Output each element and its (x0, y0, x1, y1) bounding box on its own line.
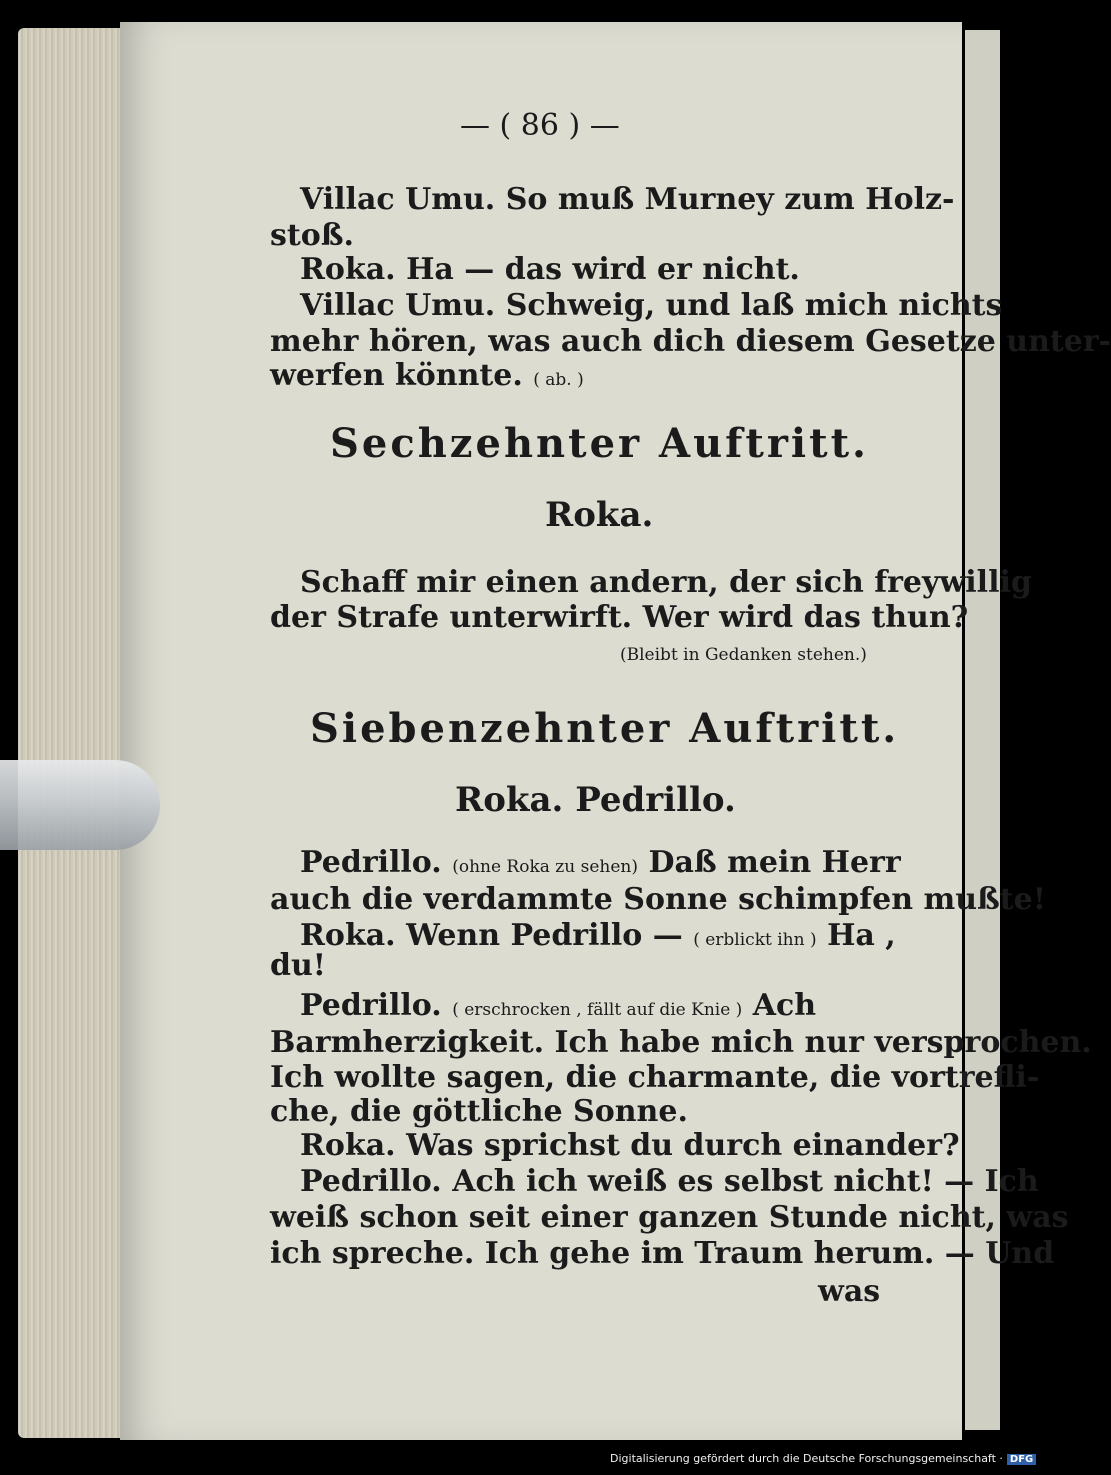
text-line: der Strafe unterwirft. Wer wird das thun? (270, 600, 969, 635)
stage-direction: ( erschrocken , fällt auf die Knie ) (452, 1000, 743, 1020)
text-line: Roka. Wenn Pedrillo — ( erblickt ihn ) Ha , (300, 918, 896, 953)
text-line: Pedrillo. Ach ich weiß es selbst nicht! — Ich (300, 1164, 1039, 1199)
text-line: Pedrillo. ( erschrocken , fällt auf die Knie ) Ach (300, 988, 817, 1023)
stage-direction: (Bleibt in Gedanken stehen.) (620, 645, 867, 665)
text-line: Barmherzigkeit. Ich habe mich nur versprochen. (270, 1025, 1092, 1060)
text-line: werfen könnte. ( ab. ) (270, 358, 584, 393)
text-line: Villac Umu. So muß Murney zum Holz- (300, 182, 955, 217)
scene-cast: Roka. Pedrillo. (455, 780, 736, 820)
text-line: Roka. Was sprichst du durch einander? (300, 1128, 960, 1163)
text-line: Ich wollte sagen, die charmante, die vortrefli- (270, 1060, 1040, 1095)
scene-heading: Siebenzehnter Auftritt. (310, 705, 900, 752)
dfg-logo: DFG (1007, 1454, 1036, 1465)
stage-direction: ( erblickt ihn ) (693, 930, 817, 950)
text-line: Pedrillo. (ohne Roka zu sehen) Daß mein Herr (300, 845, 901, 880)
speaker-name: Pedrillo. (300, 845, 442, 880)
stage-direction: (ohne Roka zu sehen) (452, 857, 638, 877)
speaker-name: Villac Umu. (300, 182, 496, 217)
text-line: Roka. Ha — das wird er nicht. (300, 252, 800, 287)
text-line: mehr hören, was auch dich diesem Gesetze unter- (270, 324, 1111, 359)
text-line: Villac Umu. Schweig, und laß mich nichts (300, 288, 1003, 323)
text-line: ich spreche. Ich gehe im Traum herum. — Und (270, 1236, 1055, 1271)
text-line: Schaff mir einen andern, der sich freywillig (300, 565, 1032, 600)
text-line: du! (270, 948, 326, 983)
speaker-name: Pedrillo. (300, 1164, 442, 1199)
speaker-name: Roka. (300, 252, 396, 287)
scene-heading: Sechzehnter Auftritt. (330, 420, 869, 467)
catchword: was (818, 1274, 881, 1309)
book-page-edges (18, 28, 128, 1438)
stage-direction: ( ab. ) (533, 370, 584, 390)
page-number: — ( 86 ) — (460, 108, 620, 143)
thumb-holding-book (0, 760, 160, 850)
scene-cast: Roka. (545, 495, 654, 535)
text-line: che, die göttliche Sonne. (270, 1094, 688, 1129)
text-line: auch die verdammte Sonne schimpfen mußte! (270, 882, 1046, 917)
speaker-name: Roka. (300, 1128, 396, 1163)
speaker-name: Villac Umu. (300, 288, 496, 323)
speaker-name: Pedrillo. (300, 988, 442, 1023)
speaker-name: Roka. (300, 918, 396, 953)
text-line: weiß schon seit einer ganzen Stunde nicht, was (270, 1200, 1069, 1235)
digitization-credit: Digitalisierung gefördert durch die Deutsche Forschungsgemeinschaft · DFG (610, 1452, 1036, 1465)
text-line: stoß. (270, 218, 354, 253)
